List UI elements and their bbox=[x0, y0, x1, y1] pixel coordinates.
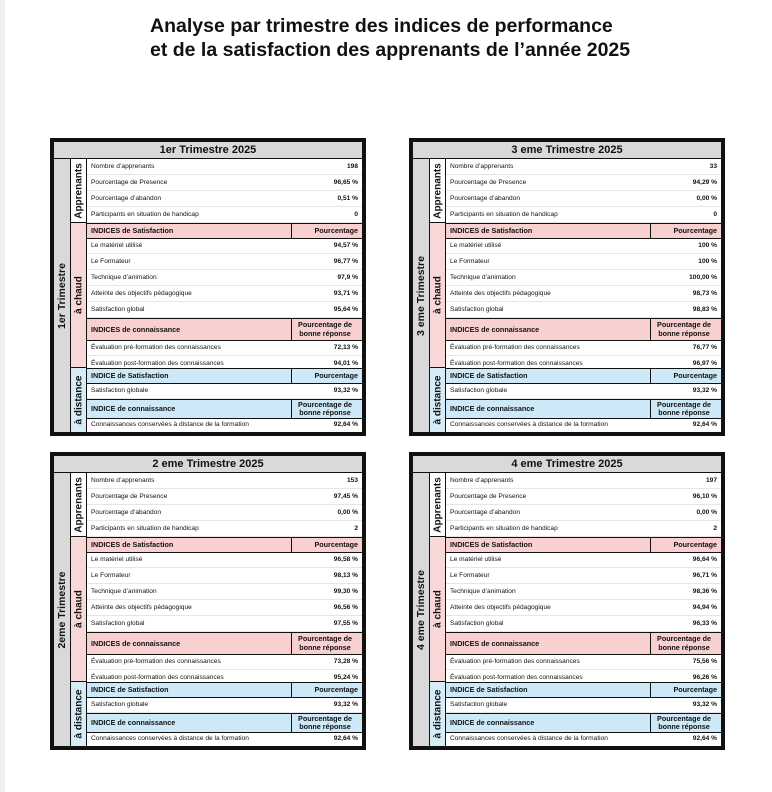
row-value: 2 bbox=[713, 525, 717, 532]
row-abandon bbox=[87, 505, 362, 521]
group-a-chaud bbox=[430, 537, 446, 682]
row-value: 96,26 % bbox=[692, 674, 717, 681]
row-value: 98,83 % bbox=[692, 306, 717, 313]
header-indices-satisfaction bbox=[87, 223, 362, 239]
row-label: Le Formateur bbox=[91, 572, 131, 579]
header-label: INDICES de connaissance bbox=[91, 325, 181, 334]
row-label: Participants en situation de handicap bbox=[91, 211, 199, 218]
row-label: Évaluation post-formation des connaissances bbox=[91, 360, 224, 367]
group-label-a-distance: à distance bbox=[432, 689, 443, 739]
group-label-apprenants: Apprenants bbox=[432, 162, 443, 219]
group-label-a-distance: à distance bbox=[432, 375, 443, 425]
row-label: Pourcentage de Presence bbox=[91, 493, 168, 500]
group-apprenants bbox=[430, 473, 446, 537]
quarter-side-label-cell bbox=[413, 473, 430, 746]
header-divider bbox=[650, 224, 651, 238]
header-value-line-2: bonne réponse bbox=[658, 722, 710, 731]
row-label: Satisfaction globale bbox=[450, 701, 508, 708]
row-value: 33 bbox=[709, 163, 717, 170]
row-value: 94,01 % bbox=[333, 360, 358, 367]
header-value-line-2: bonne réponse bbox=[299, 722, 351, 731]
header-value-title: Pourcentage bbox=[314, 226, 358, 235]
header-value-title: Pourcentage bbox=[673, 226, 717, 235]
row-presence bbox=[446, 175, 721, 191]
header-value-title: Pourcentage bbox=[314, 685, 358, 694]
quarter-rows bbox=[87, 159, 362, 432]
header-value-line-1: Pourcentage de bbox=[298, 634, 352, 643]
row-handicap bbox=[87, 207, 362, 223]
row-satisfaction-global bbox=[446, 302, 721, 318]
row-label: Atteinte des objectifs pédagogique bbox=[450, 290, 551, 297]
header-indice-satisfaction bbox=[87, 682, 362, 698]
row-formateur bbox=[446, 254, 721, 270]
row-nombre bbox=[87, 473, 362, 489]
group-label-a-distance: à distance bbox=[73, 689, 84, 739]
row-materiel bbox=[87, 552, 362, 568]
row-objectifs bbox=[446, 286, 721, 302]
header-value-line-1: Pourcentage de bbox=[657, 400, 711, 409]
row-label: Satisfaction global bbox=[91, 620, 145, 627]
row-value: 76,77 % bbox=[692, 344, 717, 351]
row-value: 93,32 % bbox=[692, 387, 717, 394]
row-label: Évaluation post-formation des connaissances bbox=[91, 674, 224, 681]
row-conservees bbox=[87, 418, 362, 432]
header-label: INDICE de Satisfaction bbox=[450, 371, 528, 380]
header-value-line-2: bonne réponse bbox=[658, 408, 710, 417]
quarter-title: 3 eme Trimestre 2025 bbox=[413, 142, 721, 159]
row-label: Évaluation pré-formation des connaissances bbox=[450, 658, 580, 665]
row-label: Satisfaction global bbox=[450, 620, 504, 627]
row-label: Technique d’animation bbox=[450, 588, 516, 595]
row-satisfaction-globale bbox=[87, 697, 362, 713]
row-label: Le matériel utilisé bbox=[91, 242, 143, 249]
header-value-line-1: Pourcentage de bbox=[298, 320, 352, 329]
row-label: Pourcentage d’abandon bbox=[91, 509, 162, 516]
quarter-panel-2 bbox=[409, 138, 725, 436]
row-value: 96,64 % bbox=[692, 556, 717, 563]
header-indices-connaissance bbox=[446, 318, 721, 341]
header-label: INDICE de Satisfaction bbox=[91, 371, 169, 380]
header-value-title bbox=[292, 321, 358, 338]
row-value: 0 bbox=[713, 211, 717, 218]
group-a-chaud bbox=[71, 537, 87, 682]
row-value: 197 bbox=[705, 477, 717, 484]
row-value: 95,64 % bbox=[333, 306, 358, 313]
row-label: Satisfaction global bbox=[450, 306, 504, 313]
row-label: Évaluation post-formation des connaissances bbox=[450, 360, 583, 367]
row-label: Nombre d’apprenants bbox=[91, 163, 155, 170]
row-label: Connaissances conservées à distance de la formation bbox=[450, 421, 608, 428]
quarter-table bbox=[54, 142, 362, 432]
header-label: INDICES de Satisfaction bbox=[91, 226, 174, 235]
row-eval-post bbox=[446, 670, 721, 681]
row-value: 93,71 % bbox=[333, 290, 358, 297]
row-satisfaction-global bbox=[87, 616, 362, 632]
header-value-line-2: bonne réponse bbox=[299, 642, 351, 652]
row-value: 153 bbox=[346, 477, 358, 484]
quarter-title: 2 eme Trimestre 2025 bbox=[54, 456, 362, 473]
row-value: 97,55 % bbox=[333, 620, 358, 627]
row-formateur bbox=[87, 254, 362, 270]
quarter-title: 4 eme Trimestre 2025 bbox=[413, 456, 721, 473]
row-abandon bbox=[87, 191, 362, 207]
row-value: 100,00 % bbox=[689, 274, 717, 281]
row-satisfaction-globale bbox=[446, 697, 721, 713]
row-value: 100 % bbox=[698, 242, 717, 249]
quarter-rows bbox=[446, 473, 721, 746]
group-apprenants bbox=[71, 159, 87, 223]
page-edge bbox=[0, 0, 5, 792]
row-satisfaction-global bbox=[446, 616, 721, 632]
row-label: Connaissances conservées à distance de la formation bbox=[91, 735, 249, 742]
page-title bbox=[150, 14, 710, 62]
header-divider bbox=[650, 683, 651, 697]
row-handicap bbox=[87, 521, 362, 537]
row-label: Le matériel utilisé bbox=[91, 556, 143, 563]
row-conservees bbox=[446, 418, 721, 432]
row-technique bbox=[446, 270, 721, 286]
row-value: 96,56 % bbox=[333, 604, 358, 611]
header-value-title bbox=[292, 635, 358, 652]
quarter-panel-4 bbox=[409, 452, 725, 750]
quarter-table bbox=[54, 456, 362, 746]
row-label: Connaissances conservées à distance de la formation bbox=[91, 421, 249, 428]
header-label: INDICE de connaissance bbox=[91, 404, 176, 413]
header-indice-connaissance bbox=[446, 713, 721, 733]
row-label: Le matériel utilisé bbox=[450, 556, 502, 563]
header-label: INDICE de connaissance bbox=[450, 718, 535, 727]
group-label-a-chaud: à chaud bbox=[432, 590, 443, 628]
row-value: 0,00 % bbox=[337, 509, 358, 516]
row-presence bbox=[446, 489, 721, 505]
group-a-chaud bbox=[430, 223, 446, 368]
row-materiel bbox=[87, 238, 362, 254]
group-label-apprenants: Apprenants bbox=[73, 476, 84, 533]
header-value-title: Pourcentage bbox=[314, 371, 358, 380]
quarter-side-label-cell bbox=[413, 159, 430, 432]
quarter-rows bbox=[446, 159, 721, 432]
row-label: Nombre d’apprenants bbox=[91, 477, 155, 484]
row-label: Pourcentage de Presence bbox=[450, 493, 527, 500]
header-label: INDICE de Satisfaction bbox=[450, 685, 528, 694]
row-label: Atteinte des objectifs pédagogique bbox=[91, 604, 192, 611]
header-divider bbox=[291, 369, 292, 383]
group-a-distance bbox=[71, 368, 87, 432]
header-value-title: Pourcentage bbox=[673, 371, 717, 380]
row-value: 0,51 % bbox=[337, 195, 358, 202]
page-title-line-1: Analyse par trimestre des indices de performance bbox=[150, 15, 613, 37]
row-handicap bbox=[446, 521, 721, 537]
group-label-a-chaud: à chaud bbox=[73, 590, 84, 628]
row-label: Participants en situation de handicap bbox=[91, 525, 199, 532]
row-nombre bbox=[446, 159, 721, 175]
row-label: Technique d’animation bbox=[450, 274, 516, 281]
row-label: Satisfaction global bbox=[91, 306, 145, 313]
quarter-side-label: 4 eme Trimestre bbox=[415, 569, 427, 650]
group-a-distance bbox=[430, 682, 446, 746]
header-value-title: Pourcentage bbox=[673, 540, 717, 549]
row-eval-post bbox=[446, 356, 721, 367]
row-technique bbox=[87, 584, 362, 600]
group-label-a-chaud: à chaud bbox=[432, 276, 443, 314]
quarter-table bbox=[413, 456, 721, 746]
header-label: INDICE de connaissance bbox=[91, 718, 176, 727]
header-value-title bbox=[651, 321, 717, 338]
header-value-title bbox=[292, 715, 358, 731]
row-eval-pre bbox=[446, 340, 721, 356]
header-indice-connaissance bbox=[446, 399, 721, 419]
group-apprenants bbox=[430, 159, 446, 223]
row-value: 96,65 % bbox=[333, 179, 358, 186]
row-value: 100 % bbox=[698, 258, 717, 265]
row-value: 93,32 % bbox=[333, 387, 358, 394]
row-objectifs bbox=[87, 286, 362, 302]
group-apprenants bbox=[71, 473, 87, 537]
row-value: 92,64 % bbox=[692, 421, 717, 428]
header-label: INDICE de connaissance bbox=[450, 404, 535, 413]
row-label: Nombre d’apprenants bbox=[450, 163, 514, 170]
group-label-apprenants: Apprenants bbox=[73, 162, 84, 219]
row-formateur bbox=[446, 568, 721, 584]
quarter-title: 1er Trimestre 2025 bbox=[54, 142, 362, 159]
header-label: INDICES de Satisfaction bbox=[450, 226, 533, 235]
header-label: INDICES de connaissance bbox=[450, 639, 540, 648]
row-label: Pourcentage de Presence bbox=[450, 179, 527, 186]
quarter-panel-1 bbox=[50, 138, 366, 436]
header-divider bbox=[291, 683, 292, 697]
header-indices-connaissance bbox=[87, 318, 362, 341]
quarter-side-label: 3 eme Trimestre bbox=[415, 255, 427, 336]
row-value: 92,64 % bbox=[333, 421, 358, 428]
row-label: Satisfaction globale bbox=[91, 701, 149, 708]
row-value: 98,36 % bbox=[692, 588, 717, 595]
row-value: 96,97 % bbox=[692, 360, 717, 367]
row-eval-post bbox=[87, 356, 362, 367]
header-value-line-1: Pourcentage de bbox=[657, 714, 711, 723]
header-indice-connaissance bbox=[87, 399, 362, 419]
quarter-panel-3 bbox=[50, 452, 366, 750]
quarter-table bbox=[413, 142, 721, 432]
quarter-side-label-cell bbox=[54, 159, 71, 432]
row-label: Évaluation pré-formation des connaissances bbox=[91, 658, 221, 665]
row-value: 92,64 % bbox=[333, 735, 358, 742]
row-value: 73,28 % bbox=[333, 658, 358, 665]
header-value-line-2: bonne réponse bbox=[658, 642, 710, 652]
row-value: 94,29 % bbox=[692, 179, 717, 186]
row-value: 96,10 % bbox=[692, 493, 717, 500]
row-materiel bbox=[446, 552, 721, 568]
row-abandon bbox=[446, 505, 721, 521]
row-value: 0 bbox=[354, 211, 358, 218]
row-label: Pourcentage d’abandon bbox=[450, 195, 521, 202]
row-label: Le Formateur bbox=[450, 572, 490, 579]
row-value: 2 bbox=[354, 525, 358, 532]
row-value: 75,56 % bbox=[692, 658, 717, 665]
group-a-distance bbox=[71, 682, 87, 746]
row-presence bbox=[87, 175, 362, 191]
row-nombre bbox=[446, 473, 721, 489]
row-technique bbox=[87, 270, 362, 286]
row-satisfaction-globale bbox=[446, 383, 721, 399]
header-label: INDICES de connaissance bbox=[91, 639, 181, 648]
row-label: Participants en situation de handicap bbox=[450, 525, 558, 532]
header-divider bbox=[291, 538, 292, 552]
header-divider bbox=[291, 224, 292, 238]
row-eval-pre bbox=[87, 340, 362, 356]
page-title-line-2: et de la satisfaction des apprenants de l’année 2025 bbox=[150, 39, 631, 61]
row-label: Satisfaction globale bbox=[450, 387, 508, 394]
row-label: Évaluation post-formation des connaissances bbox=[450, 674, 583, 681]
row-label: Connaissances conservées à distance de la formation bbox=[450, 735, 608, 742]
quarter-side-label: 2eme Trimestre bbox=[56, 570, 68, 649]
row-satisfaction-globale bbox=[87, 383, 362, 399]
row-value: 198 bbox=[346, 163, 358, 170]
header-value-title: Pourcentage bbox=[673, 685, 717, 694]
row-label: Évaluation pré-formation des connaissances bbox=[450, 344, 580, 351]
row-label: Le Formateur bbox=[91, 258, 131, 265]
header-indice-satisfaction bbox=[446, 682, 721, 698]
row-eval-pre bbox=[446, 654, 721, 670]
row-conservees bbox=[446, 732, 721, 746]
header-indice-satisfaction bbox=[446, 368, 721, 384]
row-value: 96,58 % bbox=[333, 556, 358, 563]
row-value: 0,00 % bbox=[696, 195, 717, 202]
header-value-line-2: bonne réponse bbox=[299, 408, 351, 417]
row-label: Participants en situation de handicap bbox=[450, 211, 558, 218]
header-value-line-1: Pourcentage de bbox=[657, 320, 711, 329]
row-eval-pre bbox=[87, 654, 362, 670]
header-value-title: Pourcentage bbox=[314, 540, 358, 549]
row-value: 96,77 % bbox=[333, 258, 358, 265]
row-value: 94,94 % bbox=[692, 604, 717, 611]
row-label: Nombre d’apprenants bbox=[450, 477, 514, 484]
row-label: Pourcentage d’abandon bbox=[91, 195, 162, 202]
header-label: INDICES de connaissance bbox=[450, 325, 540, 334]
header-indice-satisfaction bbox=[87, 368, 362, 384]
row-label: Atteinte des objectifs pédagogique bbox=[91, 290, 192, 297]
header-label: INDICE de Satisfaction bbox=[91, 685, 169, 694]
row-value: 95,24 % bbox=[333, 674, 358, 681]
row-value: 99,30 % bbox=[333, 588, 358, 595]
header-value-line-1: Pourcentage de bbox=[298, 714, 352, 723]
header-value-line-2: bonne réponse bbox=[299, 328, 351, 338]
header-divider bbox=[650, 538, 651, 552]
row-value: 97,45 % bbox=[333, 493, 358, 500]
row-conservees bbox=[87, 732, 362, 746]
row-label: Pourcentage d’abandon bbox=[450, 509, 521, 516]
group-label-apprenants: Apprenants bbox=[432, 476, 443, 533]
header-label: INDICES de Satisfaction bbox=[91, 540, 174, 549]
group-a-chaud bbox=[71, 223, 87, 368]
header-value-title bbox=[651, 635, 717, 652]
row-label: Atteinte des objectifs pédagogique bbox=[450, 604, 551, 611]
header-value-line-1: Pourcentage de bbox=[298, 400, 352, 409]
row-presence bbox=[87, 489, 362, 505]
row-objectifs bbox=[446, 600, 721, 616]
row-abandon bbox=[446, 191, 721, 207]
header-indices-connaissance bbox=[87, 632, 362, 655]
row-value: 97,9 % bbox=[337, 274, 358, 281]
row-label: Technique d’animation bbox=[91, 274, 157, 281]
quarter-side-label-cell bbox=[54, 473, 71, 746]
row-value: 93,32 % bbox=[333, 701, 358, 708]
row-label: Évaluation pré-formation des connaissances bbox=[91, 344, 221, 351]
header-indices-satisfaction bbox=[87, 537, 362, 553]
group-a-distance bbox=[430, 368, 446, 432]
row-label: Satisfaction globale bbox=[91, 387, 149, 394]
row-value: 92,64 % bbox=[692, 735, 717, 742]
row-value: 94,57 % bbox=[333, 242, 358, 249]
row-label: Technique d’animation bbox=[91, 588, 157, 595]
header-indices-satisfaction bbox=[446, 223, 721, 239]
row-handicap bbox=[446, 207, 721, 223]
row-objectifs bbox=[87, 600, 362, 616]
header-value-title bbox=[651, 401, 717, 417]
header-value-line-2: bonne réponse bbox=[658, 328, 710, 338]
row-label: Le matériel utilisé bbox=[450, 242, 502, 249]
row-eval-post bbox=[87, 670, 362, 681]
header-indices-connaissance bbox=[446, 632, 721, 655]
row-satisfaction-global bbox=[87, 302, 362, 318]
row-label: Le Formateur bbox=[450, 258, 490, 265]
header-indices-satisfaction bbox=[446, 537, 721, 553]
header-label: INDICES de Satisfaction bbox=[450, 540, 533, 549]
row-nombre bbox=[87, 159, 362, 175]
group-label-a-distance: à distance bbox=[73, 375, 84, 425]
header-value-line-1: Pourcentage de bbox=[657, 634, 711, 643]
quarter-rows bbox=[87, 473, 362, 746]
row-value: 93,32 % bbox=[692, 701, 717, 708]
row-value: 0,00 % bbox=[696, 509, 717, 516]
row-formateur bbox=[87, 568, 362, 584]
row-value: 98,13 % bbox=[333, 572, 358, 579]
row-value: 98,73 % bbox=[692, 290, 717, 297]
row-materiel bbox=[446, 238, 721, 254]
row-value: 96,33 % bbox=[692, 620, 717, 627]
row-technique bbox=[446, 584, 721, 600]
row-value: 96,71 % bbox=[692, 572, 717, 579]
header-value-title bbox=[651, 715, 717, 731]
quarter-side-label: 1er Trimestre bbox=[56, 262, 68, 329]
row-label: Pourcentage de Presence bbox=[91, 179, 168, 186]
header-indice-connaissance bbox=[87, 713, 362, 733]
row-value: 72,13 % bbox=[333, 344, 358, 351]
header-value-title bbox=[292, 401, 358, 417]
group-label-a-chaud: à chaud bbox=[73, 276, 84, 314]
header-divider bbox=[650, 369, 651, 383]
